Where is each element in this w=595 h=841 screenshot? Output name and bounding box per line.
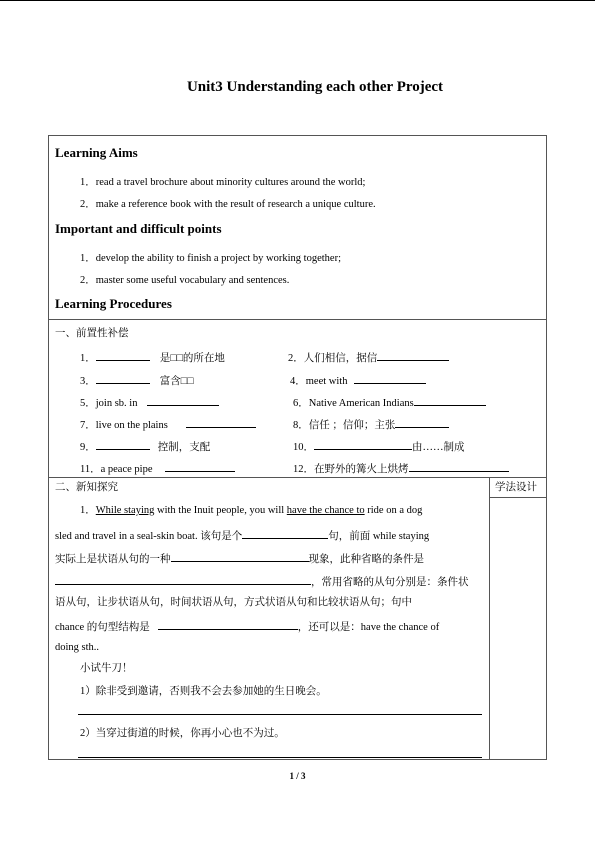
points-heading: Important and difficult points: [55, 221, 222, 236]
aims-item: 1．read a travel brochure about minority cultures around the world;: [80, 177, 366, 188]
practice-question: 1）除非受到邀请，否则我不会去参加她的生日晚会。: [80, 686, 327, 697]
body-line: 实际上是状语从句的一种 现象，此种省略的条件是: [55, 550, 424, 567]
page-title: Unit3 Understanding each other Project: [186, 79, 444, 95]
vocab-item: 2．人们相信，据信: [288, 349, 449, 366]
aims-item: 2．make a reference book with the result of research a unique culture.: [80, 199, 376, 210]
page-number: 1 / 3: [289, 771, 306, 781]
body-line: ，常用省略的从句分别是：条件状: [55, 573, 469, 590]
body-line: 语从句，让步状语从句，时间状语从句，方式状语从句和比较状语从句；句中: [55, 597, 412, 608]
section2-title: 二、新知探究: [55, 482, 118, 493]
vocab-item: 7．live on the plains: [80, 416, 256, 433]
vocab-item: 5．join sb. in: [80, 394, 219, 411]
vocab-item: 8．信任 ；信仰；主张: [293, 416, 449, 433]
vocab-item: 1． 是□□的所在地: [80, 349, 225, 366]
body-line: chance 的句型结构是 ，还可以是：have the chance of: [55, 618, 439, 635]
side-header-divider: [489, 497, 547, 498]
vocab-item: 12．在野外的篝火上烘烤: [293, 460, 509, 477]
answer-line[interactable]: [78, 714, 482, 715]
top-rule: [0, 0, 595, 1]
practice-label: 小试牛刀！: [80, 663, 133, 674]
body-line: doing sth..: [55, 642, 100, 653]
side-label: 学法设计: [495, 482, 537, 493]
practice-question: 2）当穿过街道的时候，你再小心也不为过。: [80, 728, 285, 739]
procedures-heading: Learning Procedures: [55, 296, 172, 311]
vocab-item: 10． 由……制成: [293, 438, 465, 455]
vocab-item: 11．a peace pipe: [80, 460, 235, 477]
section1-title: 一、前置性补偿: [55, 328, 129, 339]
vocab-item: 3． 富含□□: [80, 372, 193, 389]
vocab-item: 4．meet with: [290, 372, 426, 389]
aims-heading: Learning Aims: [55, 145, 138, 160]
points-item: 1．develop the ability to finish a project by working together;: [80, 253, 341, 264]
body-line: sled and travel in a seal-skin boat. 该句是个 句，前面 while staying: [55, 527, 429, 544]
vocab-item: 9． 控制，支配: [80, 438, 210, 455]
side-column-divider: [489, 477, 490, 760]
points-item: 2．master some useful vocabulary and sentences.: [80, 275, 290, 286]
vocab-item: 6．Native American Indians: [293, 394, 486, 411]
answer-line[interactable]: [78, 757, 482, 758]
body-line: 1．While staying with the Inuit people, you will have the chance to ride on a dog: [80, 505, 423, 516]
